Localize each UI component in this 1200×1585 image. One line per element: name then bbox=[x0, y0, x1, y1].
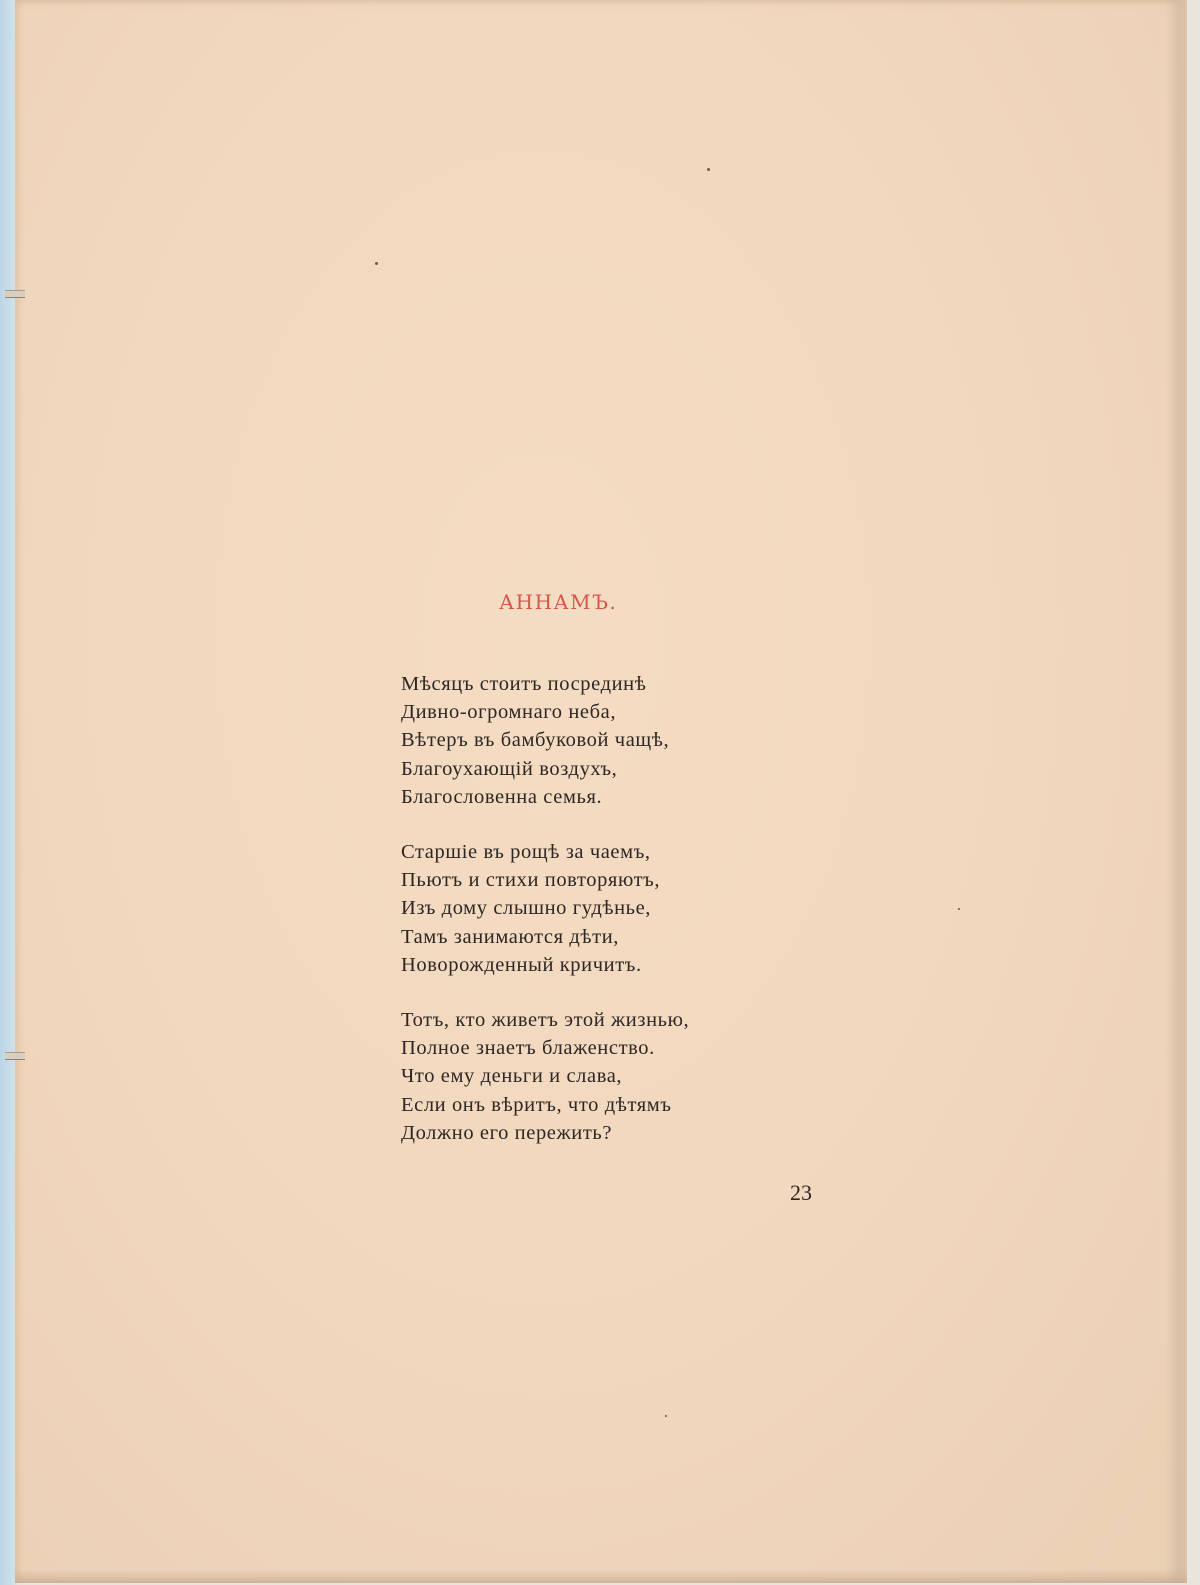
binding-staple bbox=[5, 290, 25, 298]
stanza-1 bbox=[401, 670, 861, 811]
binding-staple bbox=[5, 1052, 25, 1060]
paper-speck bbox=[375, 262, 378, 265]
poem-line: Благоухающій воздухъ, bbox=[401, 757, 618, 780]
poem-line: Новорожденный кричитъ. bbox=[401, 953, 642, 976]
poem-line: Полное знаетъ блаженство. bbox=[401, 1037, 655, 1060]
page-number: 23 bbox=[790, 1180, 812, 1205]
poem-line: Если онъ вѣритъ, что дѣтямъ bbox=[401, 1093, 672, 1116]
poem-line: Изъ дому слышно гудѣнье, bbox=[401, 897, 652, 920]
poem-line: Вѣтеръ въ бамбуковой чащѣ, bbox=[401, 729, 670, 752]
poem-line: Что ему деньги и слава, bbox=[401, 1065, 623, 1088]
poem-line: Благословенна семья. bbox=[401, 785, 603, 808]
paper-speck bbox=[958, 908, 960, 910]
poem-line: Дивно-огромнаго неба, bbox=[401, 701, 617, 724]
poem-line: Тотъ, кто живетъ этой жизнью, bbox=[401, 1009, 690, 1032]
poem-line: Пьютъ и стихи повторяютъ, bbox=[401, 869, 661, 892]
poem-line: Должно его пережить? bbox=[401, 1121, 613, 1144]
stanza-3 bbox=[401, 1006, 861, 1147]
poem-title: АННАМЪ. bbox=[499, 590, 618, 614]
poem-line: Старшіе въ рощѣ за чаемъ, bbox=[401, 841, 651, 864]
stanza-2 bbox=[401, 838, 861, 979]
paper-speck bbox=[707, 168, 710, 171]
page-bottom-edge bbox=[15, 1569, 1187, 1583]
page-edge bbox=[1165, 0, 1187, 1583]
paper-sheet bbox=[15, 0, 1187, 1583]
poem-line: Тамъ занимаются дѣти, bbox=[401, 925, 620, 948]
paper-speck bbox=[665, 1415, 667, 1417]
poem-line: Мѣсяцъ стоитъ посрединѣ bbox=[401, 673, 647, 695]
poem-body bbox=[401, 670, 861, 1174]
